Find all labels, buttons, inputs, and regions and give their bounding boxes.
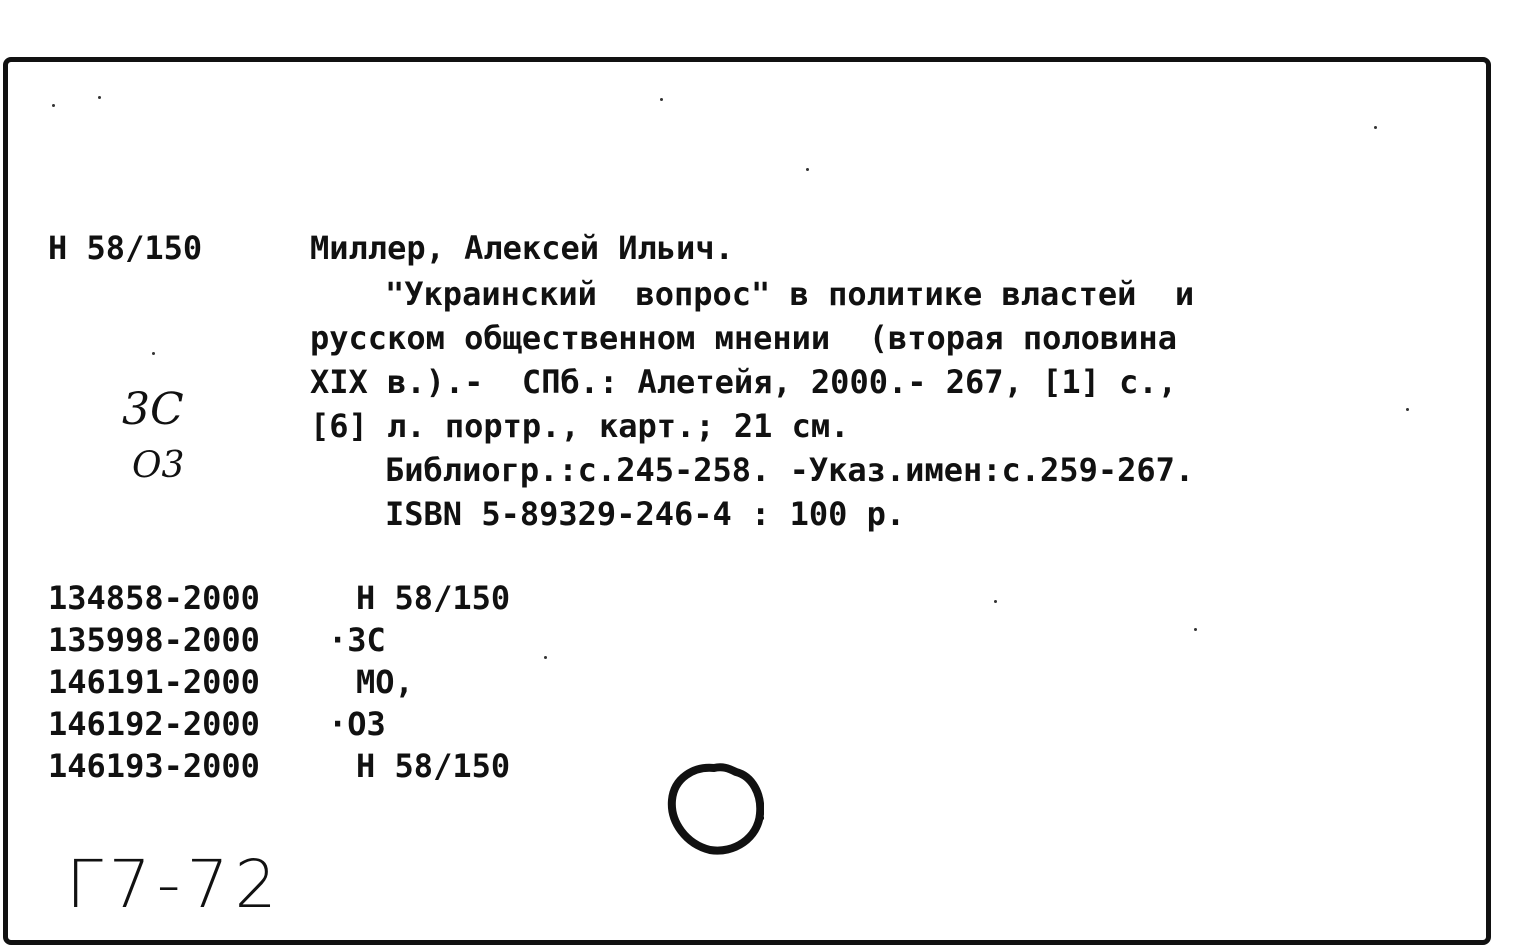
holding-location-5: Н 58/150 [356,747,511,785]
author-line: Миллер, Алексей Ильич. [310,229,734,267]
shelf-mark: Н 58/150 [48,229,203,267]
holding-inventory-1: 134858-2000 [48,579,260,617]
speck [544,656,547,659]
circle-stamp-icon [664,762,764,856]
holding-location-2: ·3С [328,621,386,659]
isbn-line: ISBN 5-89329-246-4 : 100 р. [385,495,906,533]
speck [806,168,809,171]
holding-location-3: МО, [356,663,414,701]
speck [1194,628,1197,631]
speck [98,96,101,99]
holding-location-1: Н 58/150 [356,579,511,617]
imprint-line: XIX в.).- СПб.: Алетейя, 2000.- 267, [1] с., [310,363,1177,401]
holding-inventory-3: 146191-2000 [48,663,260,701]
holding-inventory-4: 146192-2000 [48,705,260,743]
handwritten-note-o3: О3 [132,445,185,486]
holding-location-4: ·О3 [328,705,386,743]
handwritten-note-3c: 3С [122,384,184,435]
bibliography-note-line: Библиогр.:с.245-258. -Указ.имен:с.259-267. [385,451,1195,489]
speck [1374,126,1377,129]
title-line-2: русском общественном мнении (вторая половина [310,319,1177,357]
speck [52,104,55,107]
speck [994,600,997,603]
holding-inventory-2: 135998-2000 [48,621,260,659]
handwritten-code: Г7-72 [66,846,283,923]
physical-description-line: [6] л. портр., карт.; 21 см. [310,407,850,445]
title-line-1: "Украинский вопрос" в политике властей и [385,275,1195,313]
holding-inventory-5: 146193-2000 [48,747,260,785]
speck [152,352,155,355]
speck [1406,408,1409,411]
speck [660,98,663,101]
